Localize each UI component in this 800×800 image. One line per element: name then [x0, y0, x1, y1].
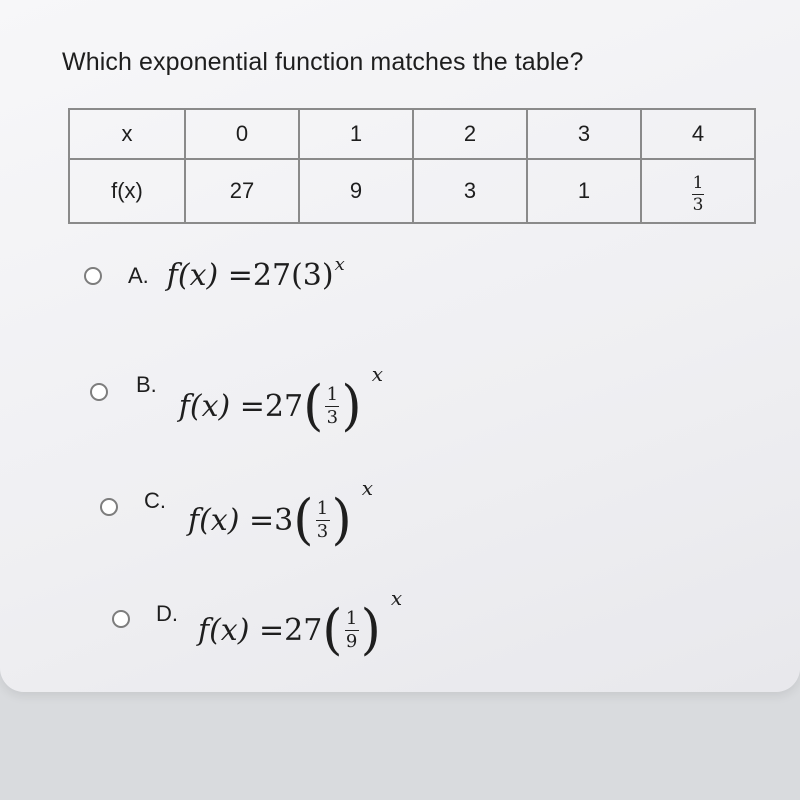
radio-button-c[interactable] [100, 498, 118, 516]
option-letter: C. [144, 488, 166, 513]
left-paren: ( [303, 374, 324, 438]
formula-exponent: x [361, 476, 374, 500]
option-d-formula [198, 586, 403, 662]
formula-coefficient: 27 [252, 258, 292, 293]
table-row [69, 159, 755, 223]
fraction-numerator: 1 [692, 173, 704, 193]
x-cell: 1 [299, 109, 413, 159]
x-cell: 3 [527, 109, 641, 159]
radio-button-d[interactable] [112, 610, 130, 628]
fraction-denominator: 3 [326, 406, 339, 428]
formula-lhs: f(x) = [178, 388, 265, 424]
x-cell: 4 [641, 109, 755, 159]
question-text: Which exponential function matches the table? [62, 48, 584, 76]
option-b[interactable] [90, 352, 383, 438]
fraction [325, 383, 339, 428]
radio-button-a[interactable] [84, 267, 102, 285]
formula-exponent: x [334, 254, 345, 275]
values-table [68, 108, 756, 224]
formula-exponent: x [371, 362, 383, 386]
left-paren: ( [293, 488, 314, 552]
formula-coefficient: 27 [264, 388, 304, 424]
fraction [316, 497, 330, 542]
row-header-x: x [69, 109, 185, 159]
option-letter: A. [128, 262, 149, 288]
option-a-formula [166, 254, 345, 293]
x-cell: 2 [413, 109, 527, 159]
option-b-formula [178, 362, 383, 438]
fraction-numerator: 1 [345, 607, 358, 629]
fraction-denominator: 3 [316, 520, 329, 542]
fraction-denominator: 9 [345, 630, 358, 652]
formula-exponent: x [390, 586, 403, 610]
option-a[interactable] [84, 254, 345, 293]
fx-cell-fraction [641, 159, 755, 223]
fraction-numerator: 1 [326, 383, 339, 405]
x-cell: 0 [185, 109, 299, 159]
formula-coefficient: 3 [274, 502, 294, 538]
right-paren: ) [360, 598, 381, 662]
fx-cell: 9 [299, 159, 413, 223]
formula-lhs: f(x) = [188, 502, 275, 538]
formula-lhs: f(x) = [198, 612, 285, 648]
formula-coefficient: 27 [284, 612, 323, 648]
fx-cell: 1 [527, 159, 641, 223]
fraction [345, 607, 359, 652]
fraction-denominator: 3 [692, 195, 704, 215]
row-header-fx: f(x) [69, 159, 185, 223]
option-letter: B. [136, 372, 157, 397]
fraction [692, 175, 704, 214]
option-d[interactable] [112, 582, 403, 662]
radio-button-b[interactable] [90, 383, 108, 401]
option-letter: D. [156, 601, 178, 626]
fx-cell: 27 [185, 159, 299, 223]
formula-base: (3) [291, 258, 334, 293]
formula-lhs: f(x) = [166, 258, 253, 293]
option-c[interactable] [100, 468, 374, 552]
option-c-formula [188, 476, 374, 552]
left-paren: ( [322, 598, 343, 662]
table-row [69, 109, 755, 159]
fraction-numerator: 1 [316, 497, 329, 519]
fx-cell: 3 [413, 159, 527, 223]
right-paren: ) [341, 374, 362, 438]
right-paren: ) [331, 488, 352, 552]
